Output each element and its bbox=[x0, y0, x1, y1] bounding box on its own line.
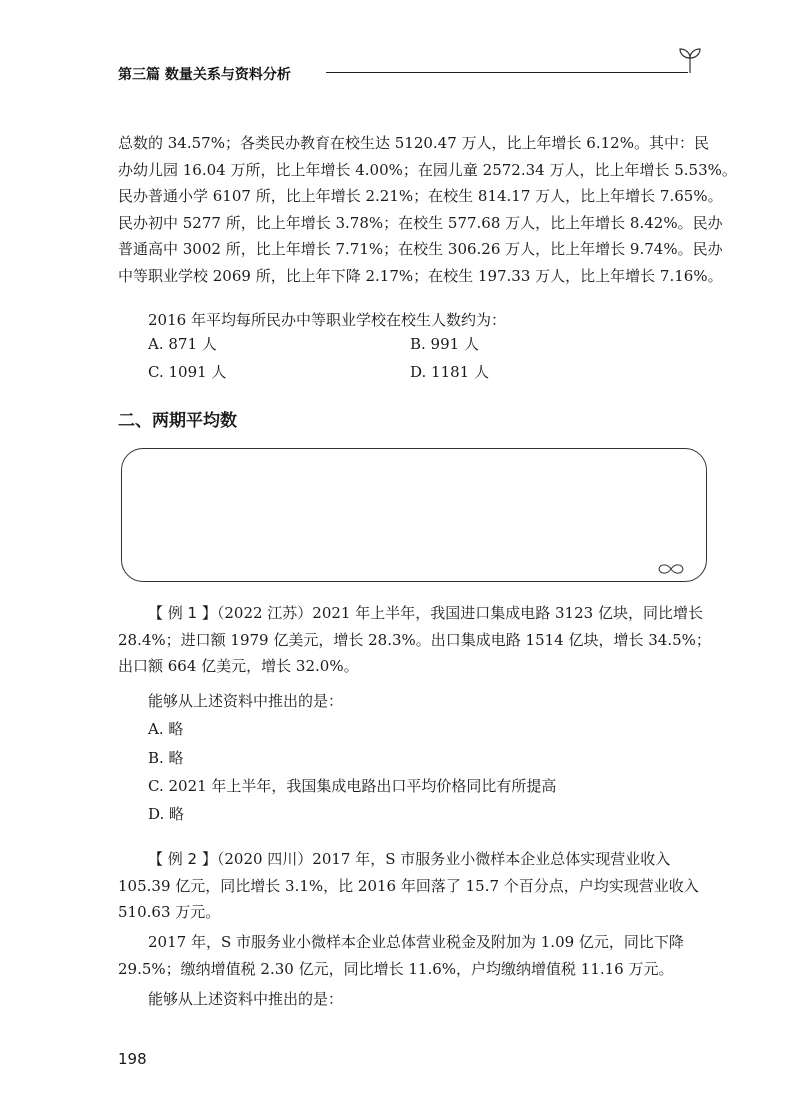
page-header bbox=[118, 62, 698, 92]
section-title: 二、两期平均数 bbox=[118, 411, 237, 431]
intro-paragraph bbox=[118, 130, 737, 289]
example-1-question: 能够从上述资料中推出的是： bbox=[148, 692, 344, 710]
text-line: 办幼儿园 16.04 万所，比上年增长 4.00%；在园儿童 2572.34 万人，比上年增长 5.53%。 bbox=[118, 160, 737, 179]
sprout-icon bbox=[678, 46, 702, 74]
option-a: A. 871 人 bbox=[148, 335, 217, 353]
text-line: 总数的 34.57%；各类民办教育在校生达 5120.47 万人，比上年增长 6.12%。其中：民 bbox=[118, 134, 709, 152]
text-line: 29.5%；缴纳增值税 2.30 亿元，同比增长 11.6%，户均缴纳增值税 11.16 万元。 bbox=[118, 959, 674, 978]
text-line: 民办普通小学 6107 所，比上年增长 2.21%；在校生 814.17 万人，比上年增长 7.65%。 bbox=[118, 187, 723, 205]
text-line bbox=[118, 846, 712, 873]
text-line: 普通高中 3002 所，比上年增长 7.71%；在校生 306.26 万人，比上年增长 9.74%。民办 bbox=[118, 240, 723, 258]
example-2-paragraph bbox=[118, 929, 712, 982]
intro-question: 2016 年平均每所民办中等职业学校在校生人数约为： bbox=[148, 311, 506, 329]
text-segment: （2022 江苏）2021 年上半年，我国进口集成电路 3123 亿块，同比增长 bbox=[216, 604, 703, 622]
text-line: 出口额 664 亿美元，增长 32.0%。 bbox=[118, 657, 359, 675]
option-d: D. 1181 人 bbox=[410, 363, 489, 381]
header-rule bbox=[326, 72, 688, 73]
option-c: C. 2021 年上半年，我国集成电路出口平均价格同比有所提高 bbox=[148, 777, 557, 795]
header-title: 第三篇 数量关系与资料分析 bbox=[118, 67, 291, 83]
leaf-icon bbox=[658, 562, 684, 576]
text-line bbox=[118, 600, 712, 627]
text-line: 中等职业学校 2069 所，比上年下降 2.17%；在校生 197.33 万人，比上年增长 7.16%。 bbox=[118, 266, 723, 285]
blank-note-box bbox=[121, 448, 707, 582]
text-line: 民办初中 5277 所，比上年增长 3.78%；在校生 577.68 万人，比上年增长 8.42%。民办 bbox=[118, 213, 723, 232]
example-1-text bbox=[118, 600, 712, 680]
option-c: C. 1091 人 bbox=[148, 363, 227, 381]
option-b: B. 略 bbox=[148, 749, 184, 767]
text-line: 28.4%；进口额 1979 亿美元，增长 28.3%。出口集成电路 1514 亿块，增长 34.5%； bbox=[118, 630, 711, 649]
text-line: 510.63 万元。 bbox=[118, 903, 221, 921]
text-line: 2017 年，S 市服务业小微样本企业总体营业税金及附加为 1.09 亿元，同比下降 bbox=[148, 933, 684, 951]
option-d: D. 略 bbox=[148, 805, 185, 823]
text-segment: （2020 四川）2017 年，S 市服务业小微样本企业总体实现营业收入 bbox=[216, 850, 671, 868]
text-line: 105.39 亿元，同比增长 3.1%，比 2016 年回落了 15.7 个百分点，户均实现营业收入 bbox=[118, 876, 699, 895]
example-2-text bbox=[118, 846, 712, 926]
example-2-question: 能够从上述资料中推出的是： bbox=[148, 990, 344, 1008]
page-number: 198 bbox=[118, 1050, 147, 1068]
example-2-tag: 【 例 2 】 bbox=[148, 850, 217, 868]
example-1-tag: 【 例 1 】 bbox=[148, 604, 217, 622]
option-a: A. 略 bbox=[148, 720, 184, 738]
option-b: B. 991 人 bbox=[410, 335, 479, 353]
